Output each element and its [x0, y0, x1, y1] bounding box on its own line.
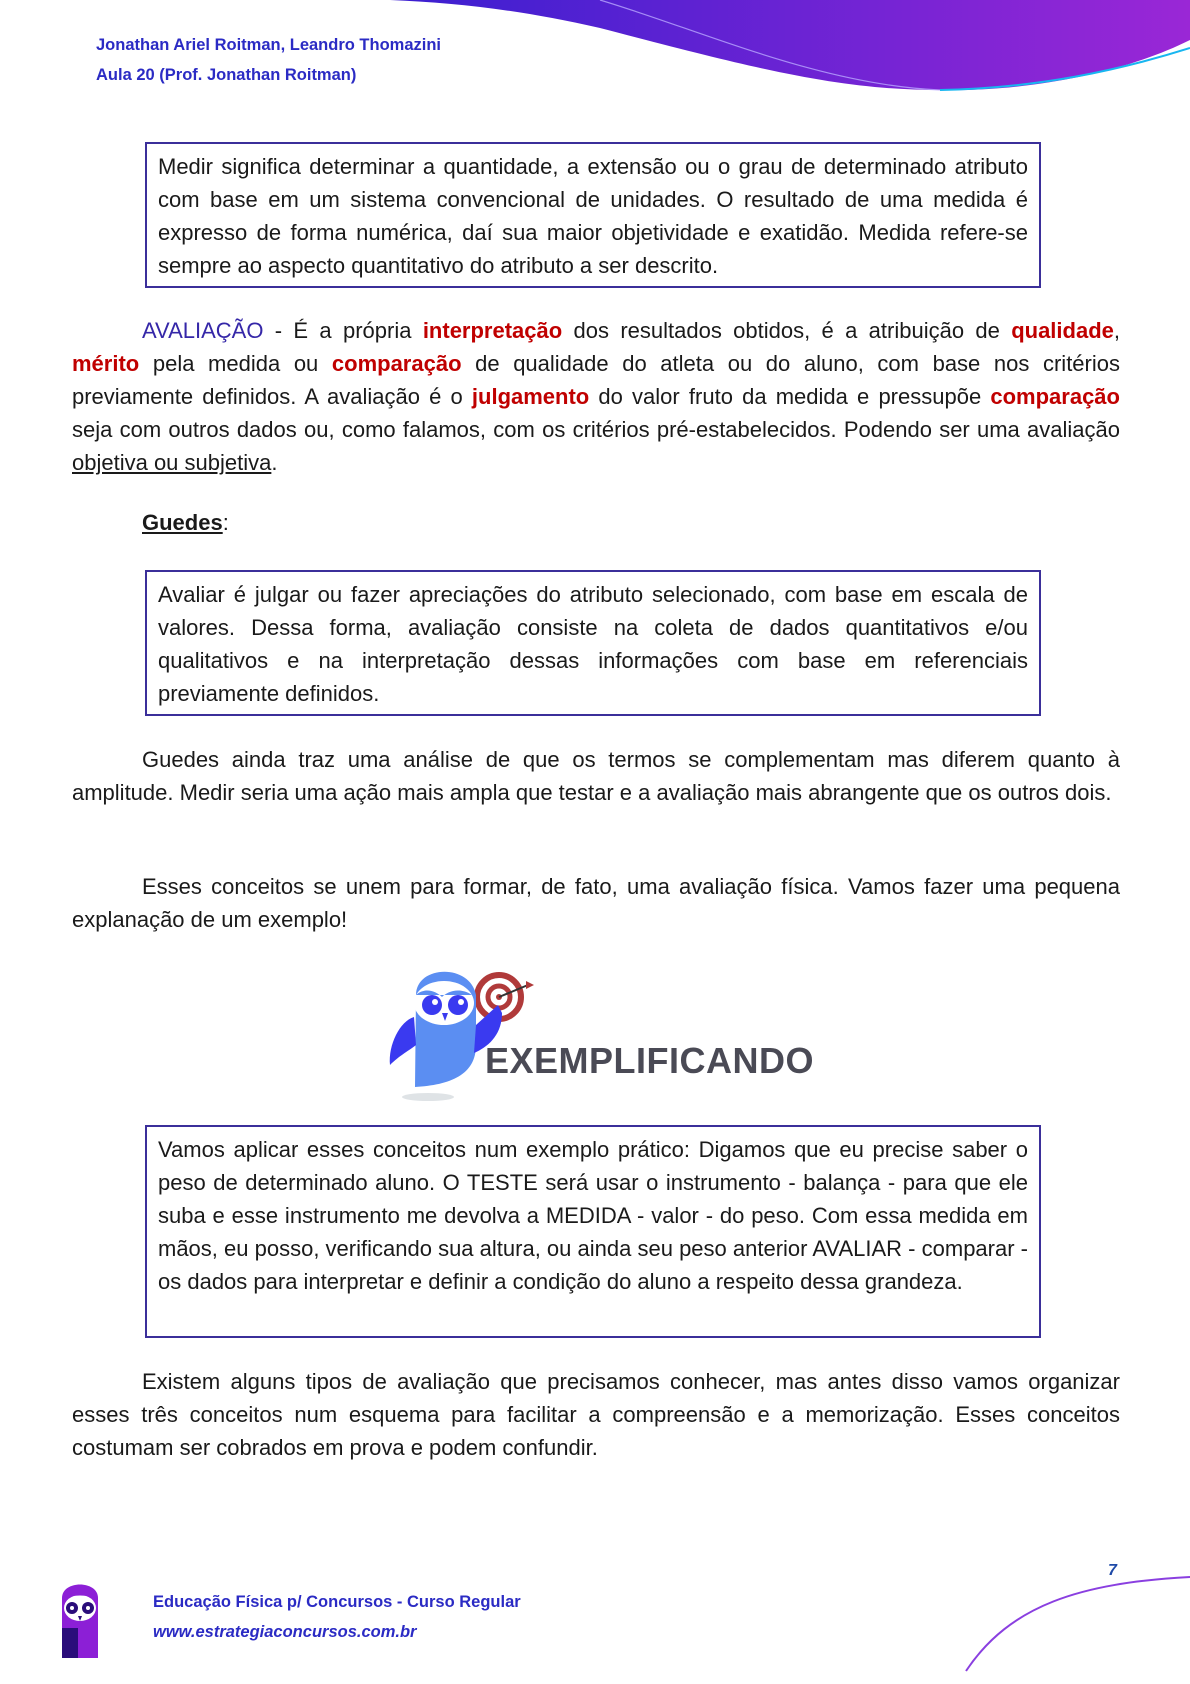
- footer-site-link[interactable]: www.estrategiaconcursos.com.br: [153, 1623, 417, 1641]
- paragraph-guedes-analise: [72, 743, 1120, 809]
- paragraph-guedes-analise-text: Guedes ainda traz uma análise de que os termos se complementam mas diferem quanto à amplitude. Medir seria uma ação mais ampla que testar e a avaliação mais abrangente que os outros dois.: [72, 747, 1120, 805]
- quote-box-guedes: [145, 570, 1041, 716]
- keyword-interpretacao: interpretação: [422, 318, 563, 343]
- footer-course: Educação Física p/ Concursos - Curso Regular: [153, 1593, 521, 1611]
- paragraph-avaliacao: [72, 314, 1120, 479]
- text-segment: ,: [1113, 318, 1120, 343]
- guedes-heading: [142, 510, 229, 536]
- term-avaliacao: AVALIAÇÃO: [142, 318, 264, 343]
- page-number: 7: [1108, 1562, 1117, 1579]
- underlined-objetiva-subjetiva: objetiva ou subjetiva: [72, 450, 272, 475]
- keyword-comparacao-2: comparação: [990, 384, 1120, 409]
- page-header: [96, 30, 441, 90]
- quote-exemplo-text: Vamos aplicar esses conceitos num exemplo prático: Digamos que eu precise saber o peso de determinado aluno. O TESTE será usar o instrumento - balança - para que ele suba e esse instrumento me devolva a MEDIDA - valor - do peso. Com essa medida em mãos, eu posso, verificando sua altura, ou ainda seu peso anterior AVALIAR - comparar - os dados para interpretar e definir a condição do aluno a respeito dessa grandeza.: [158, 1137, 1028, 1294]
- text-segment: do valor fruto da medida e pressupõe: [589, 384, 991, 409]
- paragraph-conceitos: [72, 870, 1120, 936]
- text-segment: seja com outros dados ou, como falamos, com os critérios pré-estabelecidos. Podendo ser uma avaliação: [72, 417, 1120, 442]
- paragraph-existem-text: Existem alguns tipos de avaliação que precisamos conhecer, mas antes disso vamos organizar esses três conceitos num esquema para facilitar a compreensão e a memorização. Esses conceitos costumam ser cobrados em prova e podem confundir.: [72, 1369, 1120, 1460]
- text-segment: pela medida ou: [139, 351, 332, 376]
- owl-with-target-icon: [380, 955, 820, 1105]
- quote-medida-text: Medir significa determinar a quantidade, a extensão ou o grau de determinado atributo com base em um sistema convencional de unidades. O resultado de uma medida é expresso de forma numérica, daí sua maior objetividade e exatidão. Medida refere-se sempre ao aspecto quantitativo do atributo a ser descrito.: [158, 154, 1028, 278]
- header-authors: Jonathan Ariel Roitman, Leandro Thomazini: [96, 36, 442, 54]
- keyword-merito: mérito: [72, 351, 140, 376]
- text-segment: - É a própria: [263, 318, 423, 343]
- text-segment: dos resultados obtidos, é a atribuição de: [562, 318, 1012, 343]
- text-segment: .: [271, 450, 278, 475]
- quote-box-medida: [145, 142, 1041, 288]
- header-lesson: Aula 20 (Prof. Jonathan Roitman): [96, 66, 357, 84]
- quote-box-exemplo: [145, 1125, 1041, 1338]
- page-footer: [153, 1587, 521, 1647]
- paragraph-conceitos-text: Esses conceitos se unem para formar, de fato, uma avaliação física. Vamos fazer uma pequena explanação de um exemplo!: [72, 874, 1120, 932]
- quote-guedes-text: Avaliar é julgar ou fazer apreciações do atributo selecionado, com base em escala de valores. Dessa forma, avaliação consiste na coleta de dados quantitativos e/ou qualitativos e na interpretação dessas informações com base em referenciais previamente definidos.: [158, 582, 1028, 706]
- paragraph-existem: [72, 1365, 1120, 1464]
- keyword-qualidade: qualidade: [1011, 318, 1114, 343]
- example-banner-title: EXEMPLIFICANDO: [485, 1040, 815, 1081]
- keyword-julgamento: julgamento: [471, 384, 590, 409]
- footer-arc-decoration: [960, 1555, 1190, 1684]
- keyword-comparacao: comparação: [331, 351, 462, 376]
- owl-logo-icon: [60, 1578, 100, 1658]
- guedes-label: Guedes: [142, 510, 223, 535]
- guedes-colon: :: [222, 510, 229, 535]
- text-segment: de qualidade do atleta ou do aluno, com base nos critérios previamente definidos. A avaliação é o: [72, 351, 1120, 409]
